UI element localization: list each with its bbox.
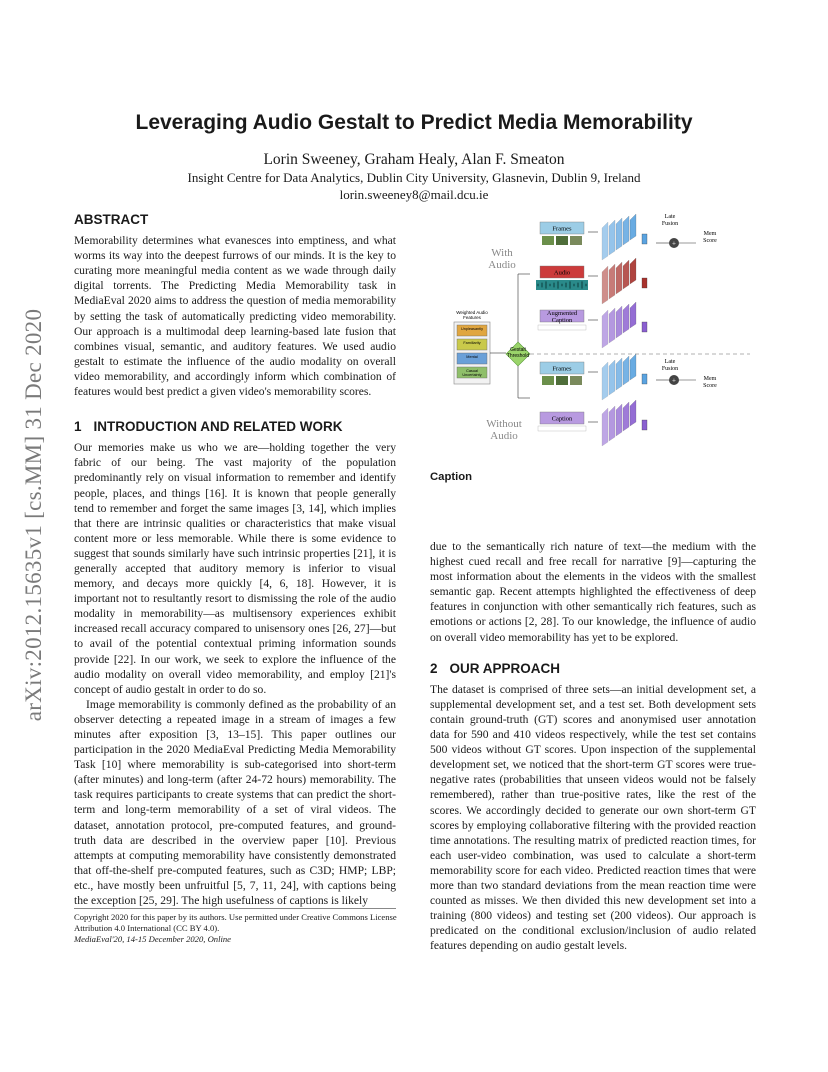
- input-caption: [538, 412, 598, 431]
- weighted-item-label: Unpleasantly: [461, 327, 483, 331]
- label-with-audio: With Audio: [488, 247, 516, 271]
- arxiv-sidebar: [14, 270, 54, 760]
- svg-text:+: +: [672, 239, 676, 248]
- footnote-copyright: Copyright 2020 for this paper by its authors. Use permitted under Creative Commons License Attribution 4.0 International (CC BY 4.0).: [74, 912, 397, 933]
- paper-authors: Lorin Sweeney, Graham Healy, Alan F. Smeaton: [263, 151, 565, 168]
- gestalt-threshold-label: Gestalt Threshold: [506, 347, 530, 359]
- input-frames-top: [540, 222, 598, 245]
- section1-heading: [74, 419, 396, 434]
- layer-stack-audio: [602, 258, 647, 304]
- section1-title: INTRODUCTION AND RELATED WORK: [93, 419, 343, 435]
- left-column: [74, 212, 396, 908]
- section1-paragraph-1: Our memories make us who we are—holding together the very fabric of our being. The vast majority of the population predominantly rely on visual information to remember and identify people, places, and things [16]. It is known that people generally tend to remember and forget the same images [3, 14], which implies that there are intrinsic qualities or characteristics that make visual content more or less memorable. While there is some evidence to suggest that sounds similarly have such intrinsic properties [21], it is generally accepted that auditory memory is inferior to visual memory, and decays more quickly [4, 6, 18]. However, it is important not to resultantly resort to dismissing the role of the audio modality in memorability—as multisensory experiences exhibit increased recall accuracy compared to unisensory ones [26, 27]—but to avail of the potential contextual priming information sounds provide [22]. In our work, we seek to explore the influence of the audio modality on overall video memorability, and employ [21]'s concept of audio gestalt in order to do so.: [74, 441, 396, 696]
- layer-stack-frames-top: [602, 214, 647, 260]
- input-frames-bottom: [540, 362, 598, 385]
- layer-stack-caption-bottom: [602, 400, 647, 446]
- svg-text:Audio: Audio: [553, 269, 571, 277]
- label-without-audio: Without Audio: [486, 418, 522, 442]
- input-augmented-caption: [538, 310, 598, 330]
- layer-stack-caption-top: [602, 302, 647, 348]
- layer-stack-frames-bottom: [602, 354, 647, 400]
- weighted-item-label: Familiarity: [463, 341, 481, 345]
- paper-email: lorin.sweeney8@mail.dcu.ie: [339, 187, 489, 202]
- mem-score-label-top: Mem Score: [703, 231, 717, 244]
- svg-text:Caption: Caption: [551, 415, 573, 423]
- svg-text:AugmentedCaption: Augmented Caption: [546, 310, 578, 324]
- section2-title: OUR APPROACH: [449, 660, 561, 676]
- arxiv-id: arXiv:2012.15635v1 [cs.MM] 31 Dec 2020: [21, 308, 46, 722]
- figure-caption: Caption: [430, 471, 473, 483]
- section2-number: 2: [430, 660, 438, 676]
- weighted-features-label: Weighted Audio Features: [456, 310, 488, 320]
- paper-title: Leveraging Audio Gestalt to Predict Media Memorability: [135, 111, 693, 134]
- section1-number: 1: [74, 419, 82, 435]
- svg-text:Frames: Frames: [552, 225, 572, 233]
- section1-paragraph-2: Image memorability is commonly defined as the probability of an observer detecting a repeated image in a stream of images a few minutes after exposition [3, 13–15]. This paper outlines our participation in the 2020 MediaEval Predicting Media Memorability Task [10] where memorability is sub-categorised into short-term (after minutes) and long-term (after 24-72 hours) memorability. The task requires participants to create systems that can predict the short-term and long-term memorability of a set of viral videos. The dataset, annotation protocol, pre-computed features, and ground-truth data are described in the overview paper [10]. Previous attempts at computing memorability have consistently demonstrated that off-the-shelf pre-computed features, such as C3D; HMP; LBP; etc., have mostly been unfruitful [5, 7, 11, 24], with captions being the exception [25, 29]. The high usefulness of captions is likely: [74, 697, 396, 908]
- weighted-item-label: Mental: [466, 355, 478, 359]
- section2-heading: [430, 661, 756, 676]
- svg-text:Frames: Frames: [552, 365, 572, 373]
- late-fusion-label-top: Late Fusion: [661, 214, 679, 227]
- svg-text:+: +: [672, 376, 676, 385]
- abstract-heading: ABSTRACT: [74, 212, 149, 227]
- weighted-item-label: Casual Uncertainty: [462, 369, 482, 377]
- section2-paragraph-1: The dataset is comprised of three sets—an initial development set, a supplemental development set, and a test set. Both development sets contain ground-truth (GT) scores and anonymised user annotation data for 590 and 410 videos respectively, while the test set contains 500 videos without GT scores. Upon inspection of the supplemental development set, we noticed that the short-term GT scores were true-negative rates (probabilities that unseen videos would not be falsely remembered), rather than true-positive rates, like the rest of the scores. We accordingly decided to generate our own short-term GT scores by employing collaborative filtering with the provided reaction time annotations. The resulting matrix of predicted reaction times, for each user-video combination, was used to calculate a short-term memorability score for each video. Predicted reaction times that were more than two standard deviations from the mean reaction time were counted as misses. We then divided this new development set into a training (800 videos) and testing set (200 videos). Our approach is predicated on the conditional exclusion/inclusion of audio related features depending on audio gestalt levels.: [430, 682, 756, 953]
- figure-diagram: [430, 210, 760, 460]
- mem-score-label-bottom: Mem Score: [703, 376, 717, 389]
- input-audio: [536, 266, 598, 290]
- footnote-venue: MediaEval'20, 14-15 December 2020, Online: [74, 934, 231, 944]
- abstract-text: Memorability determines what evanesces into emptiness, and what worms its way into the deepest furrows of our minds. It is the key to curating more meaningful media content as we wade through daily digital torrents. The Predicting Media Memorability task in MediaEval 2020 aims to address the question of media memorability by setting the task of automatically predicting video memorability. Our approach is a multimodal deep learning-based late fusion that combines visual, semantic, and auditory features. We used audio gestalt to estimate the influence of the audio modality on overall video memorability, and accordingly inform which combination of features would best predict a given video's memorability scores.: [74, 234, 396, 399]
- footnote: [74, 912, 414, 945]
- right-column: [430, 539, 756, 953]
- right-column-paragraph: due to the semantically rich nature of text—the medium with the highest cued recall and free recall for narrative [9]—capturing the most information about the elements in the videos with the smallest semantic gap. Recent attempts highlighted the effectiveness of deep features in conjunction with other semantically rich features, such as emotions or actions [2, 28]. To our knowledge, the influence of audio on overall video memorability has yet to be explored.: [430, 540, 756, 644]
- footnote-rule: [74, 908, 396, 909]
- late-fusion-label-bottom: Late Fusion: [661, 359, 679, 372]
- paper-affiliation: Insight Centre for Data Analytics, Dublin City University, Glasnevin, Dublin 9, Ireland: [187, 170, 641, 185]
